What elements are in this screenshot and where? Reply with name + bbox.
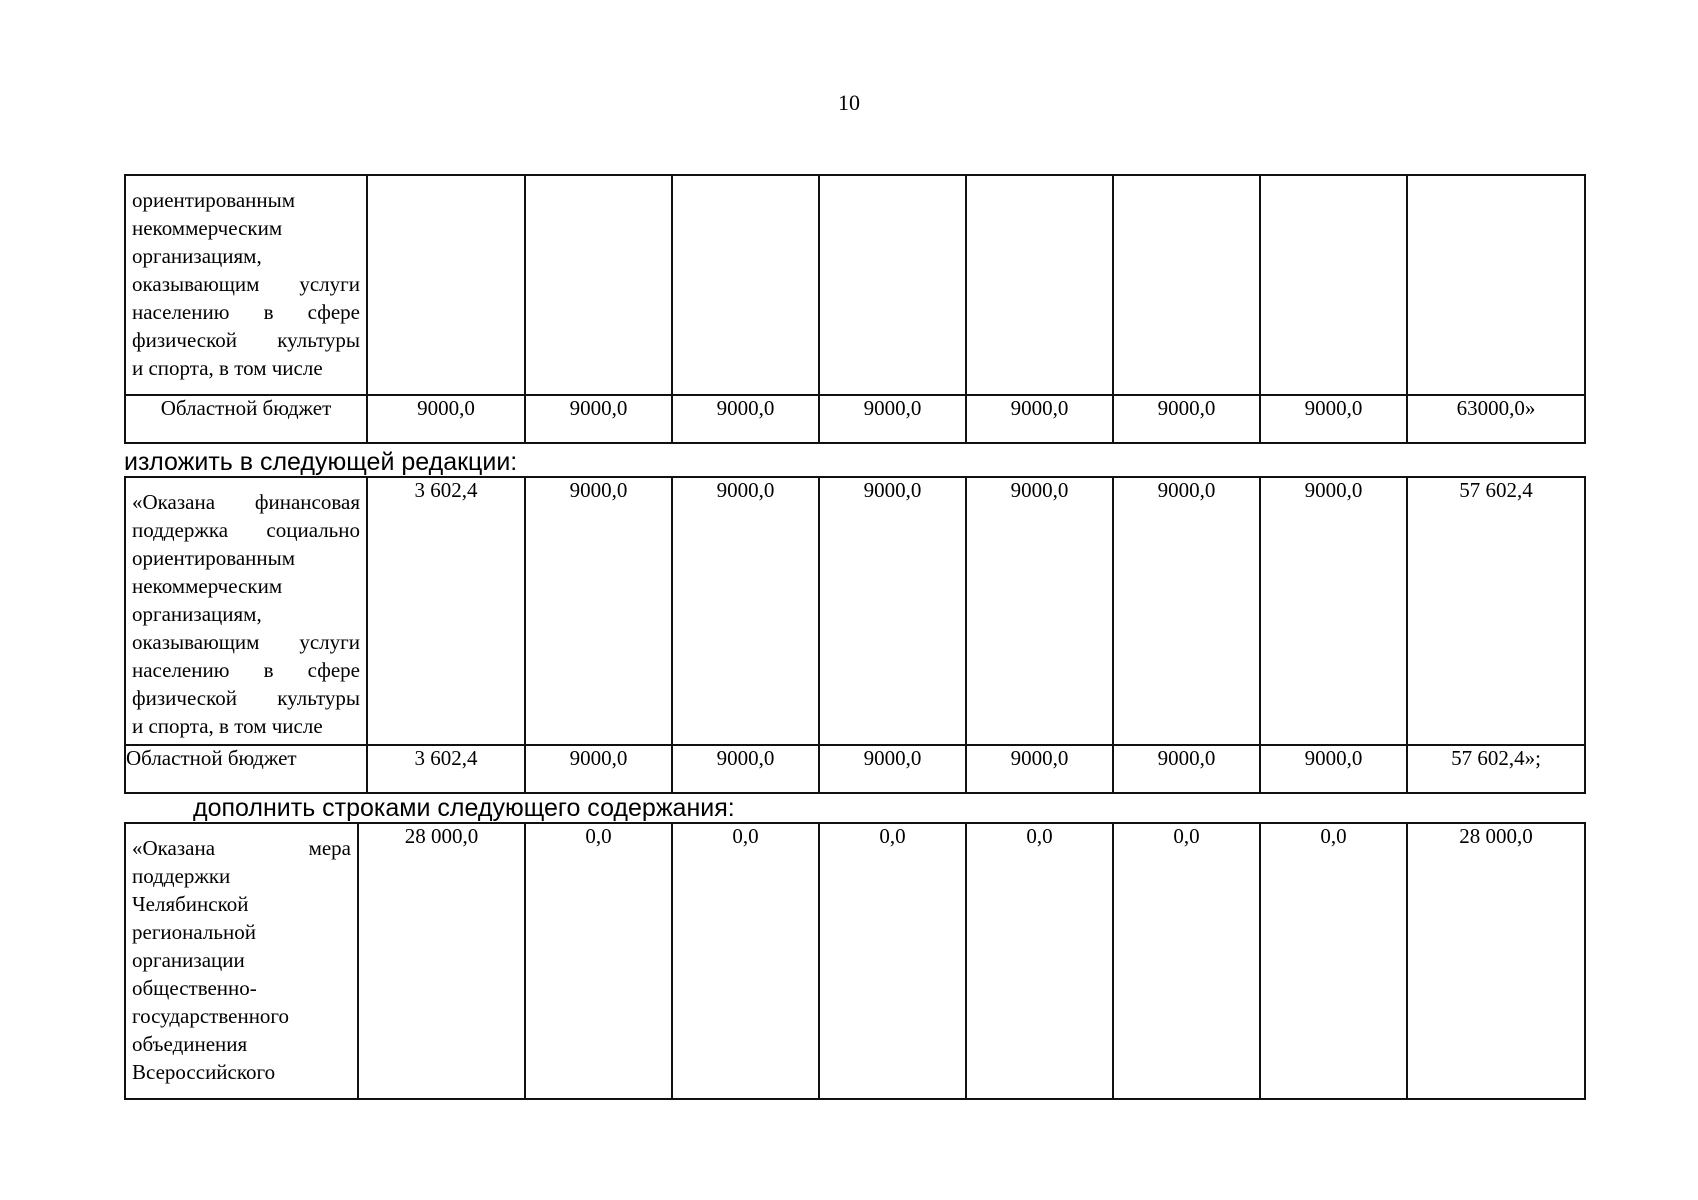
table-row <box>125 395 1585 443</box>
value-cell: 9000,0 <box>1260 745 1407 793</box>
value-cell <box>367 175 525 395</box>
label-line: общественно- <box>132 976 257 1000</box>
label-line: населению в сфере <box>132 300 360 324</box>
table-row <box>125 823 1585 1099</box>
value-cell <box>1260 175 1407 395</box>
value-cell <box>525 175 672 395</box>
row-label-cell <box>125 823 358 1099</box>
value-cell: 9000,0 <box>1113 477 1260 745</box>
page-number: 10 <box>838 90 860 115</box>
label-line: некоммерческим <box>132 574 283 598</box>
section-heading: дополнить строками следующего содержания: <box>193 794 735 822</box>
section-heading: изложить в следующей редакции: <box>124 448 518 476</box>
value-cell: 0,0 <box>672 823 819 1099</box>
value-cell: 28 000,0 <box>358 823 525 1099</box>
label-line: государственного <box>132 1004 290 1028</box>
value-cell: 9000,0 <box>1260 395 1407 443</box>
label-word: «Оказана <box>132 836 216 860</box>
value-cell <box>819 175 966 395</box>
label-line: оказывающим услуги <box>132 630 360 654</box>
value-cell: 0,0 <box>1113 823 1260 1099</box>
label-line: поддержка социально <box>132 518 360 542</box>
label-line: объединения <box>132 1032 248 1056</box>
row-label <box>126 824 357 1090</box>
value-cell: 9000,0 <box>819 395 966 443</box>
value-cell: 9000,0 <box>819 745 966 793</box>
label-line: населению в сфере <box>132 658 360 682</box>
value-cell: 9000,0 <box>1113 745 1260 793</box>
value-cell: 3 602,4 <box>367 745 525 793</box>
budget-label: Областной бюджет <box>125 395 367 443</box>
table-3 <box>124 822 1586 1100</box>
value-cell: 9000,0 <box>1113 395 1260 443</box>
value-cell <box>1407 175 1585 395</box>
value-cell <box>672 175 819 395</box>
value-cell: 0,0 <box>966 823 1113 1099</box>
value-cell: 0,0 <box>1260 823 1407 1099</box>
value-cell: 9000,0 <box>525 395 672 443</box>
value-cell: 9000,0 <box>525 477 672 745</box>
label-line: региональной <box>132 920 256 944</box>
value-cell: 63000,0» <box>1407 395 1585 443</box>
label-line: «Оказана финансовая <box>132 490 360 514</box>
value-cell: 9000,0 <box>1260 477 1407 745</box>
label-line: Челябинской <box>132 892 249 916</box>
value-cell: 9000,0 <box>966 477 1113 745</box>
table-1 <box>124 174 1586 444</box>
label-line: некоммерческим <box>132 216 283 240</box>
value-cell <box>966 175 1113 395</box>
value-cell: 57 602,4 <box>1407 477 1585 745</box>
value-cell: 28 000,0 <box>1407 823 1585 1099</box>
label-line: и спорта, в том числе <box>132 714 323 738</box>
value-cell: 9000,0 <box>672 395 819 443</box>
label-line: физической культуры <box>132 686 360 710</box>
value-cell: 9000,0 <box>367 395 525 443</box>
value-cell <box>1113 175 1260 395</box>
row-label <box>126 176 366 386</box>
label-line: поддержки <box>132 864 231 888</box>
table-row <box>125 477 1585 745</box>
budget-label: Областной бюджет <box>125 745 367 793</box>
value-cell: 9000,0 <box>966 745 1113 793</box>
table-2 <box>124 476 1586 794</box>
value-cell: 3 602,4 <box>367 477 525 745</box>
value-cell: 0,0 <box>525 823 672 1099</box>
value-cell: 9000,0 <box>525 745 672 793</box>
label-line: Всероссийского <box>132 1060 276 1084</box>
value-cell: 9000,0 <box>672 745 819 793</box>
label-word: мера <box>308 836 351 860</box>
table-row <box>125 175 1585 395</box>
value-cell: 9000,0 <box>819 477 966 745</box>
value-cell: 9000,0 <box>672 477 819 745</box>
label-line: организациям, <box>132 244 262 268</box>
row-label-cell <box>125 175 367 395</box>
label-line: оказывающим услуги <box>132 272 360 296</box>
label-line: организациям, <box>132 602 262 626</box>
value-cell: 0,0 <box>819 823 966 1099</box>
row-label-cell <box>125 477 367 745</box>
row-label <box>126 478 366 744</box>
label-line: ориентированным <box>132 188 296 212</box>
label-line <box>132 834 351 862</box>
value-cell: 57 602,4»; <box>1407 745 1585 793</box>
label-line: и спорта, в том числе <box>132 356 323 380</box>
label-line: ориентированным <box>132 546 296 570</box>
label-line: физической культуры <box>132 328 360 352</box>
value-cell: 9000,0 <box>966 395 1113 443</box>
table-row <box>125 745 1585 793</box>
label-line: организации <box>132 948 245 972</box>
